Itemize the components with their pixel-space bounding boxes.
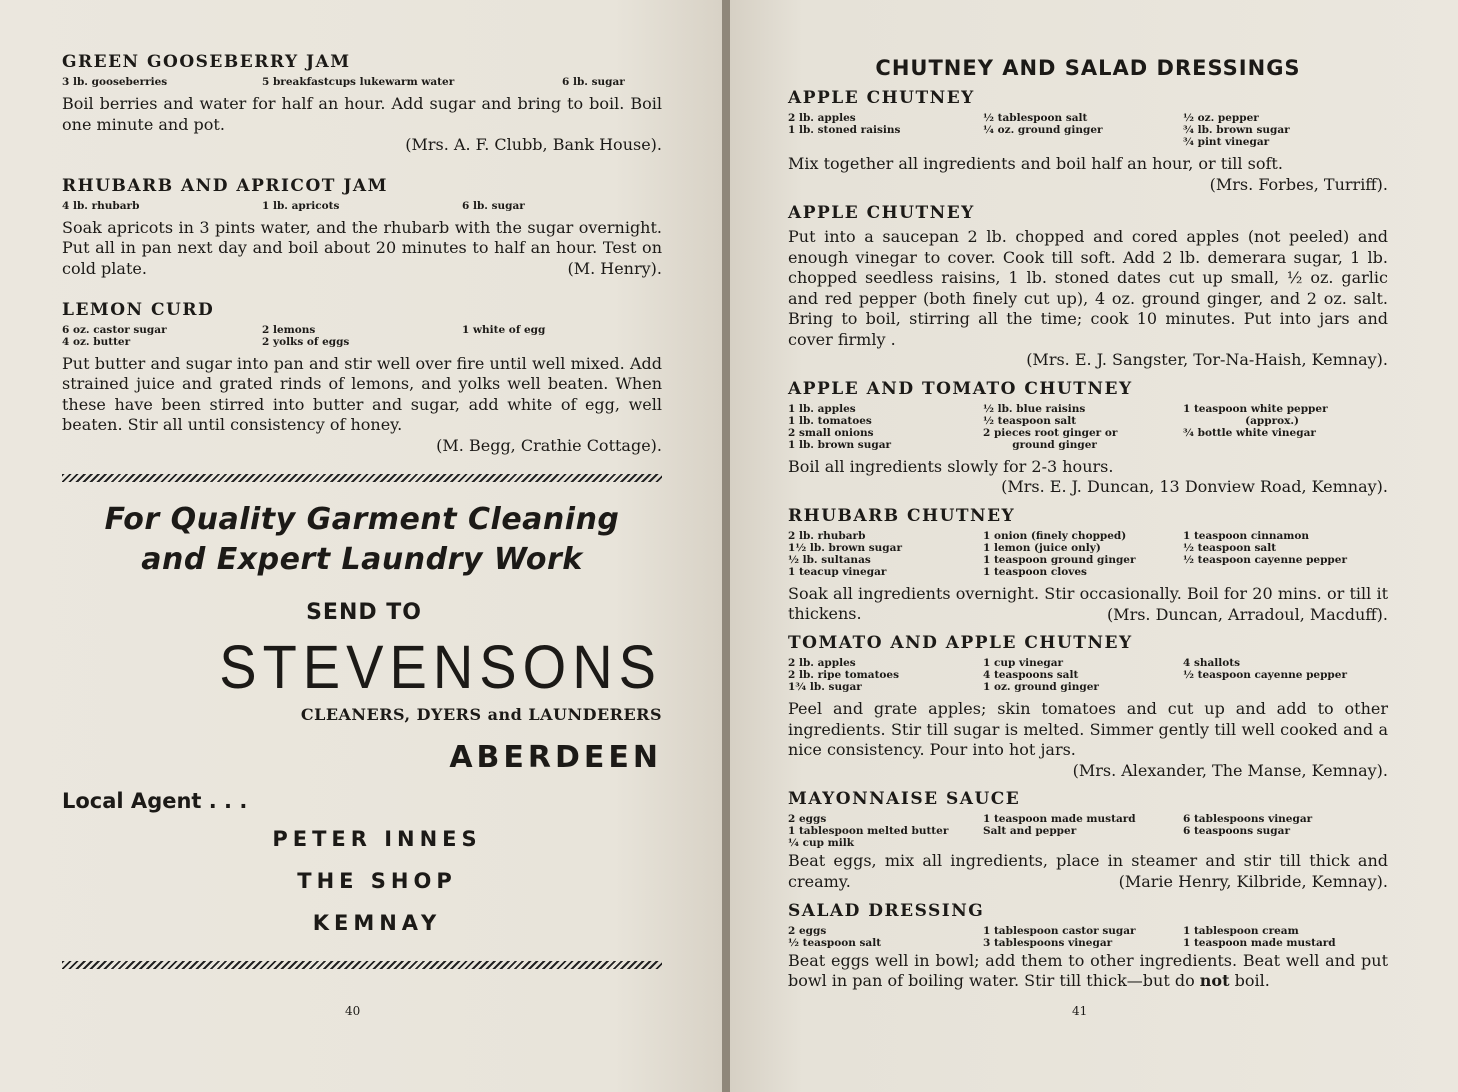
ingredient: 1 tablespoon melted butter	[788, 825, 949, 837]
ingredient: 1 oz. ground ginger	[983, 681, 1099, 693]
recipe-method: Put butter and sugar into pan and stir well over fire until well mixed. Add strained juice and grated rinds of lemons, and yolks well beaten. When these have been stirred into butter and sugar, add white of egg, well beaten. Stir all until consistency of honey.	[62, 353, 662, 434]
ad-agent-town: KEMNAY	[312, 911, 442, 935]
ingredient: 6 teaspoons sugar	[1183, 825, 1290, 837]
ingredient: 1 teaspoon white pepper	[1183, 402, 1328, 415]
ingredient: 1 teaspoon made mustard	[983, 813, 1136, 825]
ingredient: 1 lemon (juice only)	[983, 541, 1101, 554]
ingredient-list	[788, 925, 1388, 949]
ingredient: 4 shallots	[1183, 657, 1241, 669]
ingredient-list	[788, 530, 1388, 578]
ingredient-list	[788, 112, 1388, 148]
ingredient: 1 lb. apples	[788, 402, 856, 415]
recipe-source: (M. Henry).	[567, 259, 662, 278]
recipe-title: GREEN GOOSEBERRY JAM	[62, 52, 351, 72]
ad-subtitle: CLEANERS, DYERS and LAUNDERERS	[300, 705, 662, 724]
ingredient: ½ teaspoon salt	[983, 414, 1077, 427]
ingredient: 4 lb. rhubarb	[62, 199, 140, 212]
ingredient: 2 pieces root ginger or	[983, 426, 1118, 439]
ingredient: ½ lb. blue raisins	[983, 402, 1086, 415]
ad-city: ABERDEEN	[449, 740, 662, 775]
recipe-method: Boil berries and water for half an hour. Add sugar and bring to boil. Boil one minute and pot.	[62, 94, 662, 134]
decorative-border-top	[62, 474, 662, 482]
ingredient: 1 white of egg	[462, 323, 546, 336]
right-column	[788, 52, 1388, 992]
recipe-lemon-curd	[62, 300, 662, 457]
ingredient: 2 lb. ripe tomatoes	[788, 669, 900, 681]
recipe-apple-tomato-chutney	[788, 379, 1388, 498]
ingredient-list	[788, 403, 1388, 451]
recipe-source: (Mrs. Forbes, Turriff).	[1209, 174, 1388, 194]
ingredient: 6 tablespoons vinegar	[1183, 813, 1313, 825]
ingredient: ground ginger	[983, 438, 1097, 451]
section-title: CHUTNEY AND SALAD DRESSINGS	[875, 56, 1301, 80]
ad-agent-name: PETER INNES	[272, 827, 482, 851]
recipe-method: Mix together all ingredients and boil half an hour, or till soft.	[788, 154, 1283, 173]
ingredient-list	[62, 76, 662, 88]
ingredient: 2 eggs	[788, 924, 827, 937]
ingredient: 1 teaspoon cinnamon	[1183, 529, 1310, 542]
recipe-method	[788, 951, 1388, 992]
ingredient: 5 breakfastcups lukewarm water	[262, 76, 455, 88]
ad-headline-1: For Quality Garment Cleaning	[104, 502, 620, 537]
ingredient: 1 tablespoon cream	[1183, 924, 1299, 937]
ingredient: Salt and pepper	[983, 825, 1077, 837]
page-number-right: 41	[1072, 1004, 1088, 1018]
recipe-green-gooseberry-jam	[62, 52, 662, 156]
ingredient: 2 yolks of eggs	[262, 335, 350, 348]
recipe-title: APPLE CHUTNEY	[788, 203, 975, 223]
ingredient: 3 lb. gooseberries	[62, 76, 168, 88]
recipe-method: Beat eggs, mix all ingredients, place in steamer and stir till thick and creamy.	[788, 851, 1388, 891]
ingredient: ½ oz. pepper	[1183, 112, 1259, 124]
recipe-title: TOMATO AND APPLE CHUTNEY	[788, 633, 1133, 653]
ingredient: ¾ bottle white vinegar	[1183, 426, 1316, 439]
ingredient-list	[788, 813, 1388, 849]
ingredient: 1 teacup vinegar	[788, 565, 887, 578]
ingredient: ½ teaspoon cayenne pepper	[1183, 669, 1347, 681]
recipe-method: Soak apricots in 3 pints water, and the rhubarb with the sugar overnight. Put all in pan next day and boil about 20 minutes to half an hour. Test on cold plate.	[62, 217, 662, 278]
ingredient-list	[62, 324, 662, 348]
recipe-source: (Mrs. Duncan, Arradoul, Macduff).	[1106, 604, 1388, 624]
ingredient: 1 lb. brown sugar	[788, 438, 892, 451]
ingredient: 6 lb. sugar	[462, 199, 525, 212]
ingredient: 1 teaspoon made mustard	[1183, 936, 1336, 949]
recipe-salad-dressing	[788, 901, 1388, 992]
recipe-method: Peel and grate apples; skin tomatoes and cut up and add to other ingredients. Stir till sugar is melted. Simmer gently till well cooked and a nice consistency. Pour into hot jars.	[788, 699, 1388, 759]
recipe-title: APPLE AND TOMATO CHUTNEY	[788, 378, 1133, 399]
ingredient: 6 oz. castor sugar	[62, 323, 167, 336]
advertisement-stevensons	[62, 500, 662, 939]
ingredient: 4 teaspoons salt	[983, 669, 1079, 681]
recipe-source: (Marie Henry, Kilbride, Kemnay).	[1118, 872, 1388, 891]
ingredient: 2 small onions	[788, 426, 874, 439]
ingredient: ½ tablespoon salt	[983, 112, 1088, 124]
ingredient: 3 tablespoons vinegar	[983, 936, 1113, 949]
ingredient: 2 lemons	[262, 323, 316, 336]
ingredient: 1 lb. tomatoes	[788, 414, 872, 427]
recipe-source: (Mrs. E. J. Sangster, Tor-Na-Haish, Kemnay).	[1026, 350, 1388, 369]
recipe-source: (M. Begg, Crathie Cottage).	[436, 435, 662, 455]
ingredient: ½ teaspoon salt	[788, 936, 882, 949]
ingredient: ½ lb. sultanas	[788, 553, 871, 566]
decorative-border-bottom	[62, 961, 662, 969]
ad-send-to: SEND TO	[306, 600, 422, 625]
ingredient: 1 lb. apricots	[262, 199, 340, 212]
ingredient: 1½ lb. brown sugar	[788, 541, 902, 554]
ingredient: 2 eggs	[788, 813, 827, 825]
recipe-method: Boil all ingredients slowly for 2-3 hours.	[788, 456, 1114, 476]
recipe-title: SALAD DRESSING	[788, 900, 985, 921]
ingredient-list	[788, 657, 1388, 693]
recipe-source: (Mrs. E. J. Duncan, 13 Donview Road, Kemnay).	[1001, 477, 1388, 496]
ingredient: ¼ cup milk	[788, 837, 854, 849]
recipe-title: MAYONNAISE SAUCE	[788, 789, 1021, 809]
recipe-apple-chutney-1	[788, 88, 1388, 195]
ingredient: 1 teaspoon ground ginger	[983, 553, 1136, 566]
recipe-rhubarb-chutney	[788, 506, 1388, 626]
recipe-title: RHUBARB CHUTNEY	[788, 505, 1016, 526]
ingredient: ¾ lb. brown sugar	[1183, 124, 1290, 136]
left-column	[62, 52, 662, 987]
ad-brand-name: STEVENSONS	[219, 631, 662, 702]
ingredient: (approx.)	[1183, 414, 1300, 427]
ingredient: 1 onion (finely chopped)	[983, 529, 1127, 542]
recipe-title: APPLE CHUTNEY	[788, 88, 975, 108]
recipe-title: RHUBARB AND APRICOT JAM	[62, 175, 388, 196]
ingredient-list	[62, 200, 662, 212]
recipe-method: Soak all ingredients overnight. Stir occasionally. Boil for 20 mins. or till it thickens.	[788, 583, 1388, 623]
ingredient: 1 teaspoon cloves	[983, 565, 1087, 578]
ingredient: 6 lb. sugar	[562, 76, 625, 88]
method-text: boil.	[1229, 971, 1270, 990]
ingredient: ½ teaspoon salt	[1183, 541, 1277, 554]
ingredient: 1 cup vinegar	[983, 657, 1064, 669]
recipe-rhubarb-apricot-jam	[62, 176, 662, 280]
recipe-source: (Mrs. Alexander, The Manse, Kemnay).	[1072, 760, 1388, 780]
method-text: Beat eggs well in bowl; add them to other ingredients. Beat well and put bowl in pan of boiling water. Stir till thick—but do	[788, 950, 1388, 990]
ingredient: 1 tablespoon castor sugar	[983, 924, 1136, 937]
ingredient: 2 lb. rhubarb	[788, 529, 866, 542]
ingredient: 1 lb. stoned raisins	[788, 124, 901, 136]
ingredient: ½ teaspoon cayenne pepper	[1183, 553, 1347, 566]
ingredient: ¾ pint vinegar	[1183, 136, 1270, 148]
recipe-source: (Mrs. A. F. Clubb, Bank House).	[405, 135, 662, 154]
recipe-method: Put into a saucepan 2 lb. chopped and cored apples (not peeled) and enough vinegar to cover. Cook till soft. Add 2 lb. demerara sugar, 1 lb. chopped seedless raisins, 1 lb. stoned dates cut up small, ½ oz. garlic and red pepper (both finely cut up), 4 oz. ground ginger, and 2 oz. salt. Bring to boil, stirring all the time; cook 10 minutes. Put into jars and cover firmly .	[788, 227, 1388, 349]
ingredient: 1¾ lb. sugar	[788, 681, 862, 693]
ingredient: 2 lb. apples	[788, 657, 856, 669]
ingredient: 4 oz. butter	[62, 335, 131, 348]
ingredient: 2 lb. apples	[788, 112, 856, 124]
recipe-apple-chutney-2	[788, 203, 1388, 371]
recipe-tomato-apple-chutney	[788, 633, 1388, 781]
ingredient: ¼ oz. ground ginger	[983, 124, 1103, 136]
recipe-mayonnaise-sauce	[788, 789, 1388, 893]
method-emphasis: not	[1199, 971, 1230, 990]
ad-headline-2: and Expert Laundry Work	[141, 542, 583, 577]
page-number-left: 40	[345, 1004, 361, 1018]
ad-agent-label: Local Agent . . .	[62, 789, 248, 813]
ad-agent-shop: THE SHOP	[297, 869, 457, 893]
book-gutter	[722, 0, 730, 1092]
recipe-title: LEMON CURD	[62, 299, 215, 320]
